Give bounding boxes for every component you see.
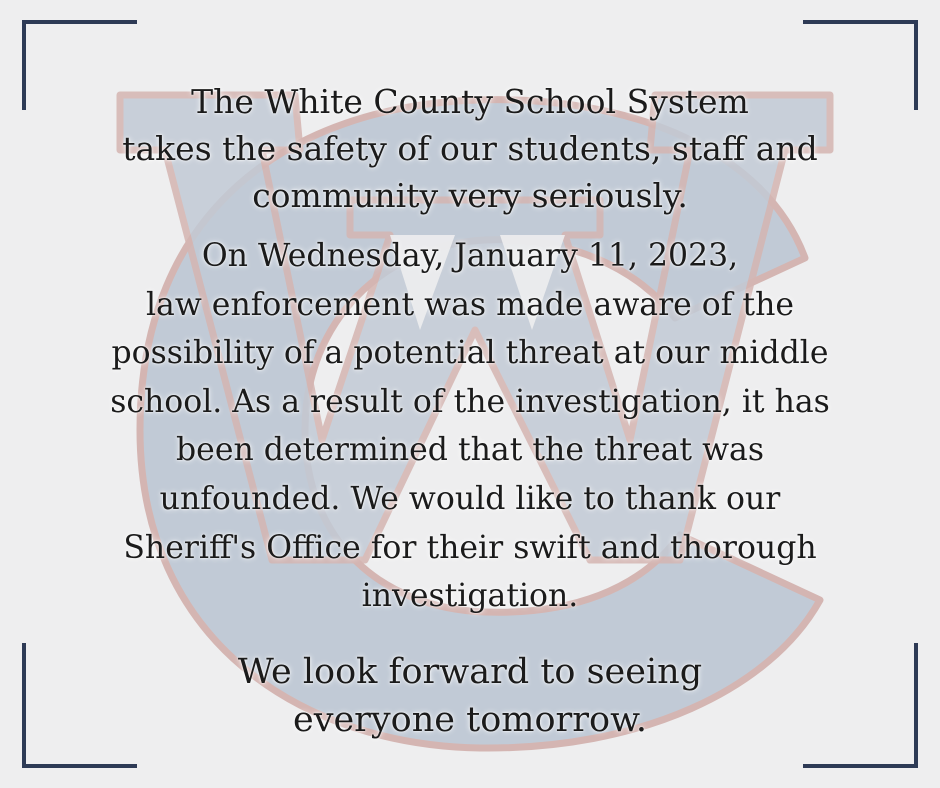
detail-line: school. As a result of the investigation, it has (110, 383, 830, 420)
detail-line: been determined that the threat was (176, 432, 764, 469)
intro-line: The White County School System (191, 82, 749, 121)
detail-line: possibility of a potential threat at our middle (111, 335, 829, 372)
closing-line: We look forward to seeing (237, 652, 703, 692)
closing-line: everyone tomorrow. (292, 700, 648, 740)
detail-line: investigation. (361, 578, 579, 615)
detail-line: On Wednesday, January 11, 2023, (201, 238, 739, 274)
detail-line: law enforcement was made aware of the (145, 286, 795, 323)
incident-details (60, 232, 880, 621)
intro-line: community very seriously. (252, 176, 688, 215)
detail-line: unfounded. We would like to thank our (159, 480, 781, 517)
closing-statement (60, 648, 880, 744)
intro-statement (60, 78, 880, 219)
detail-line: Sheriff's Office for their swift and thorough (123, 529, 817, 566)
intro-line: takes the safety of our students, staff and (122, 129, 818, 168)
